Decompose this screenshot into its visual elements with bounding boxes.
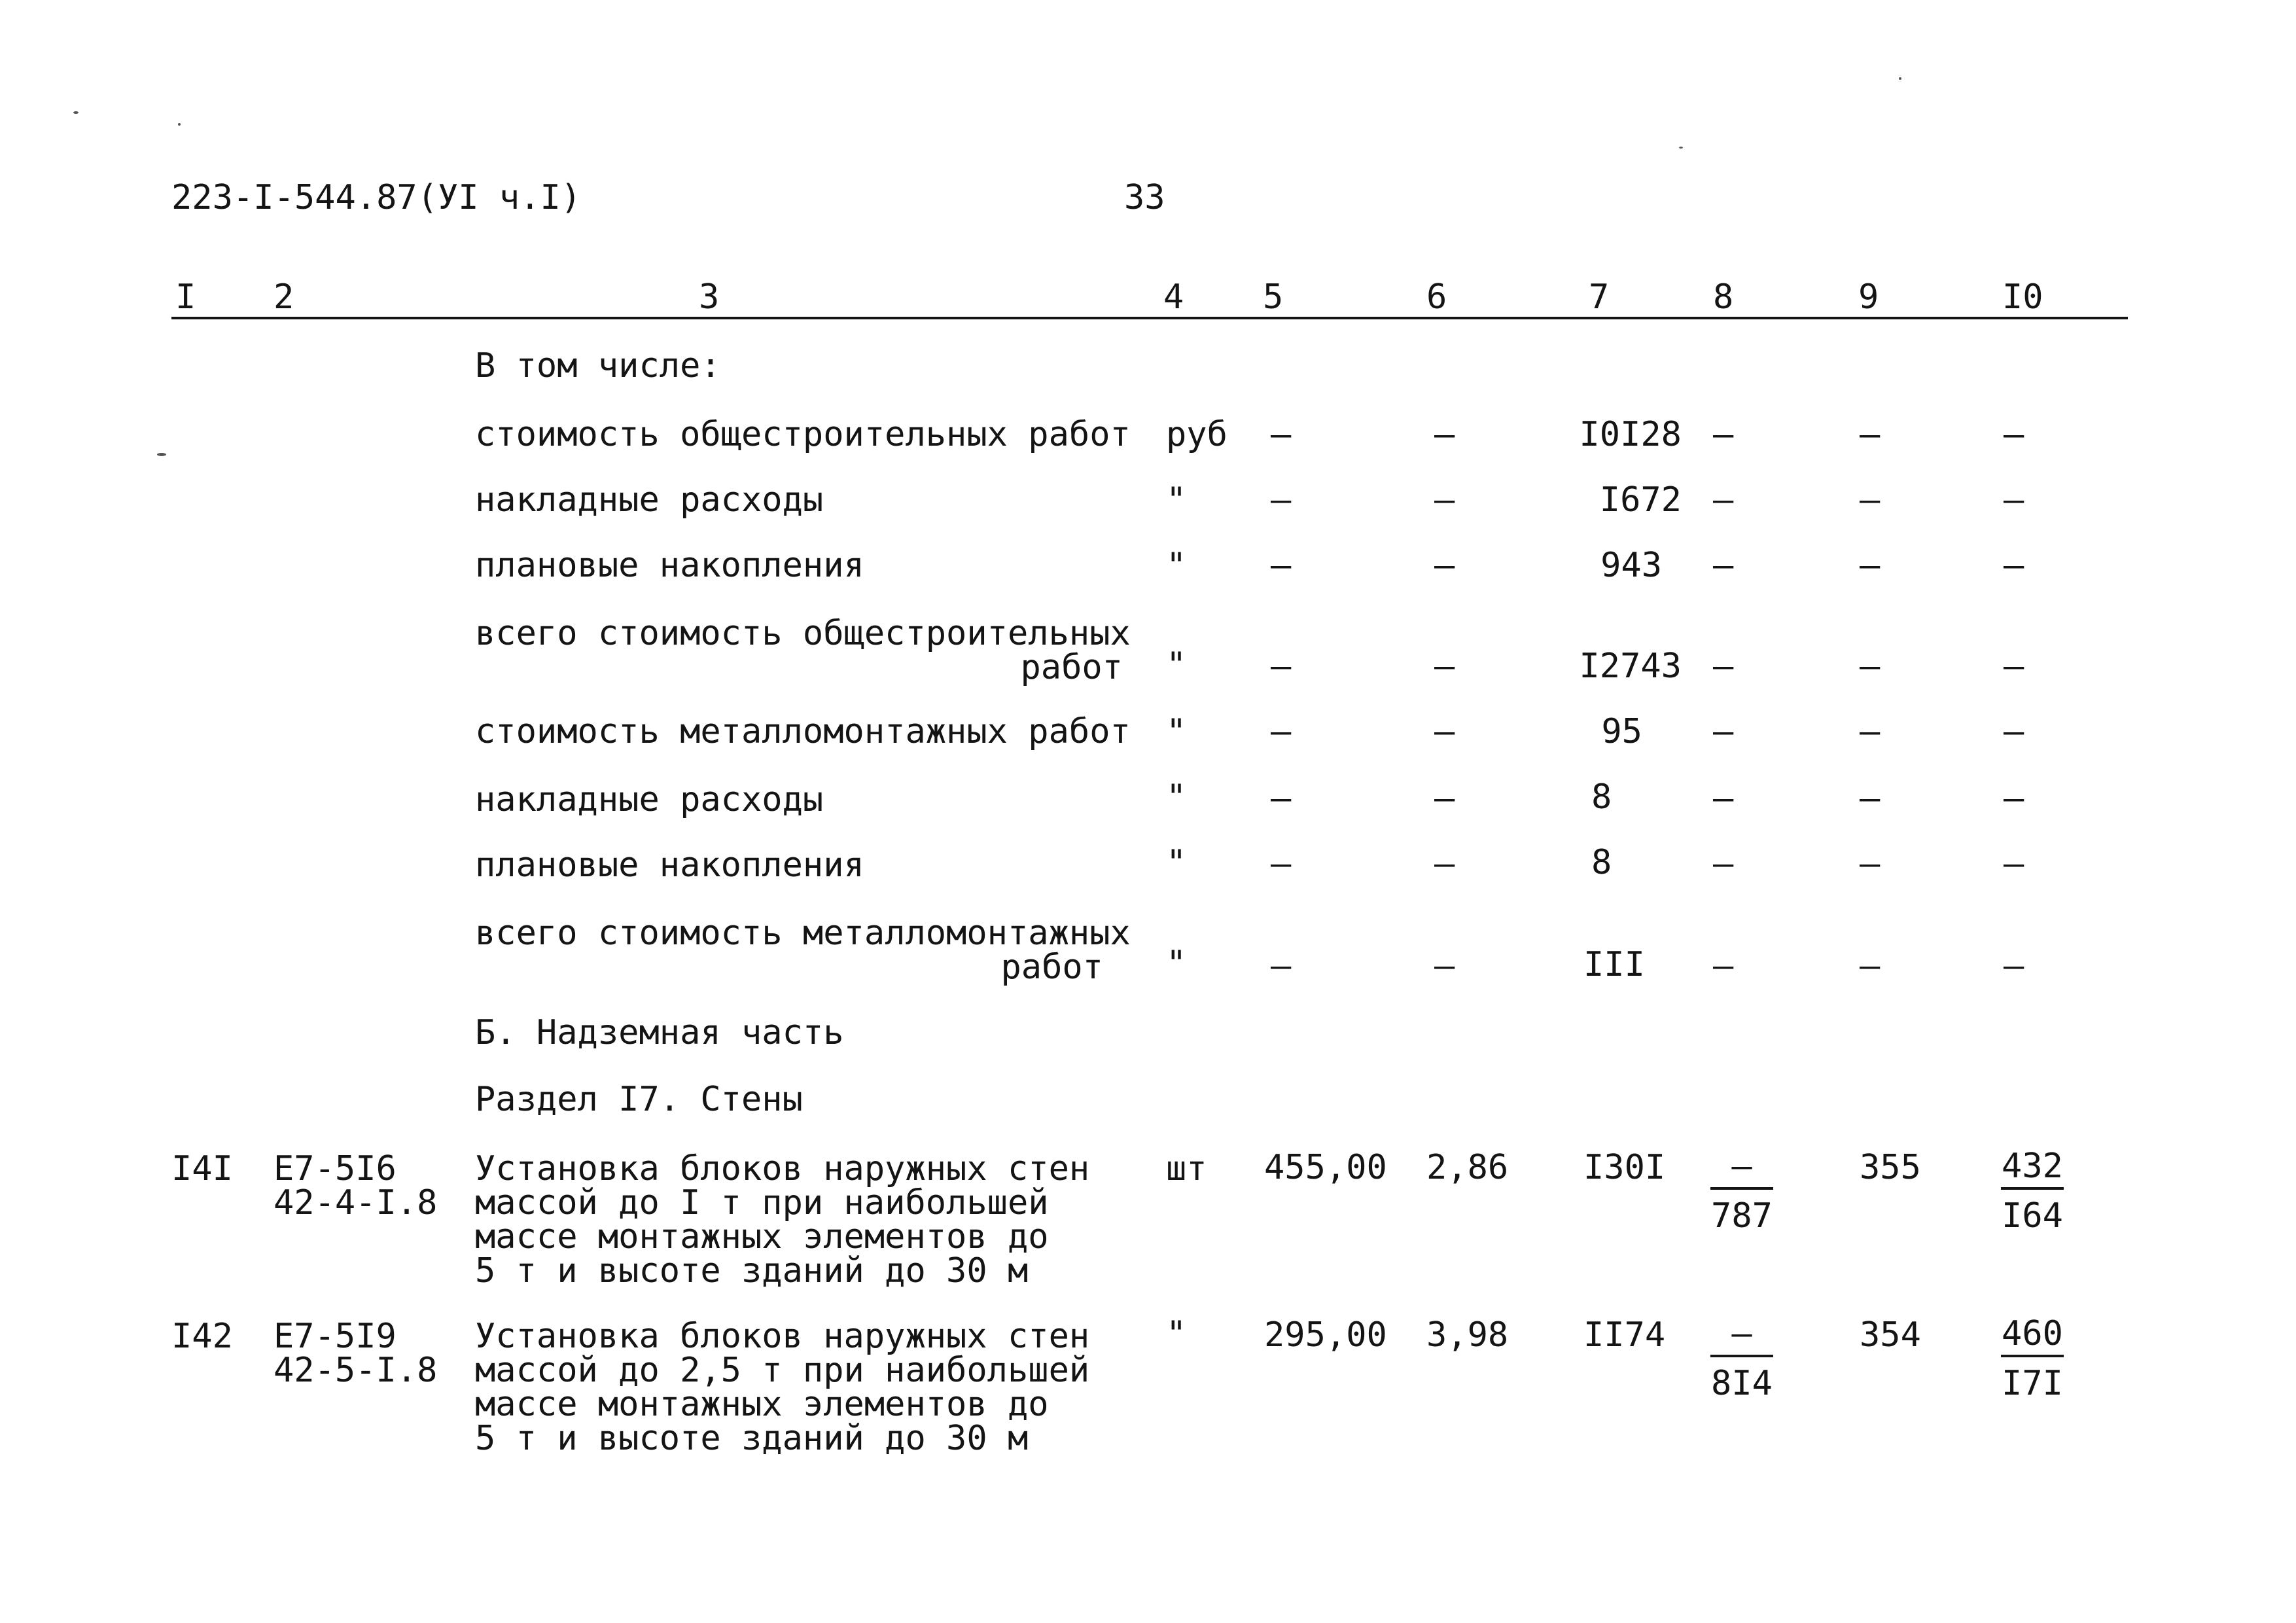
item-col8-fraction xyxy=(1710,1314,1773,1403)
row-col5: – xyxy=(1271,946,1292,986)
row-col8: – xyxy=(1713,779,1734,818)
row-col9: – xyxy=(1860,415,1881,454)
row-col8: – xyxy=(1713,946,1734,986)
column-header-6: 6 xyxy=(1426,277,1447,317)
item-col8-numerator: – xyxy=(1710,1317,1773,1357)
row-col6: – xyxy=(1434,415,1455,454)
row-col10: – xyxy=(2004,647,2024,686)
row-col9: – xyxy=(1860,480,1881,520)
row-col8: – xyxy=(1713,480,1734,520)
item-col8-numerator: – xyxy=(1710,1149,1773,1190)
row-col10: – xyxy=(2004,779,2024,818)
scan-speck xyxy=(157,453,166,456)
row-col8: – xyxy=(1713,712,1734,751)
row-col9: – xyxy=(1860,647,1881,686)
row-col6: – xyxy=(1434,480,1455,520)
item-col10-numerator: 460 xyxy=(2001,1317,2064,1357)
row-unit: " xyxy=(1166,480,1187,520)
row-col8: – xyxy=(1713,647,1734,686)
column-header-10: I0 xyxy=(2002,277,2043,317)
item-number: I4I xyxy=(171,1149,233,1188)
row-col6: – xyxy=(1434,779,1455,818)
section-heading: Раздел I7. Стены xyxy=(475,1080,803,1119)
item-description: Установка блоков наружных стен xyxy=(475,1149,1090,1188)
item-col6: 2,86 xyxy=(1426,1148,1509,1187)
row-col9: – xyxy=(1860,779,1881,818)
row-col7: III xyxy=(1583,945,1645,984)
item-description: массе монтажных элементов до xyxy=(475,1217,1049,1257)
row-col8: – xyxy=(1713,546,1734,585)
row-col6: – xyxy=(1434,647,1455,686)
row-col7: I0I28 xyxy=(1579,415,1682,454)
item-code: Е7-5I9 xyxy=(274,1317,397,1356)
item-description: массе монтажных элементов до xyxy=(475,1385,1049,1424)
item-col10-numerator: 432 xyxy=(2001,1149,2064,1190)
item-number: I42 xyxy=(171,1317,233,1356)
row-col9: – xyxy=(1860,844,1881,883)
document-code: 223-I-544.87(УI ч.I) xyxy=(171,178,582,217)
column-header-2: 2 xyxy=(274,277,294,317)
row-col10: – xyxy=(2004,712,2024,751)
row-name: стоимость общестроительных работ xyxy=(475,415,1131,454)
item-col10-fraction xyxy=(2001,1314,2064,1403)
column-header-5: 5 xyxy=(1263,277,1284,317)
row-unit: руб xyxy=(1166,415,1227,454)
row-col5: – xyxy=(1271,546,1292,585)
column-header-1: I xyxy=(175,277,196,317)
item-col7: II74 xyxy=(1583,1315,1666,1355)
row-col5: – xyxy=(1271,844,1292,883)
column-header-7: 7 xyxy=(1589,277,1610,317)
row-col9: – xyxy=(1860,712,1881,751)
page-number: 33 xyxy=(1124,178,1165,217)
row-col5: – xyxy=(1271,647,1292,686)
row-col6: – xyxy=(1434,546,1455,585)
row-name: накладные расходы xyxy=(475,480,824,520)
row-col8: – xyxy=(1713,844,1734,883)
row-name: всего стоимость металломонтажных xyxy=(475,914,1131,953)
row-name: всего стоимость общестроительных xyxy=(475,614,1131,653)
row-name: плановые накопления xyxy=(475,846,864,885)
row-col10: – xyxy=(2004,480,2024,520)
row-name: стоимость металломонтажных работ xyxy=(475,712,1131,751)
item-code: Е7-5I6 xyxy=(274,1149,397,1188)
row-col10: – xyxy=(2004,546,2024,585)
row-col7: I2743 xyxy=(1579,647,1682,686)
row-col6: – xyxy=(1434,946,1455,986)
item-description: 5 т и высоте зданий до 30 м xyxy=(475,1251,1029,1291)
row-col6: – xyxy=(1434,712,1455,751)
item-col8-fraction xyxy=(1710,1147,1773,1236)
part-heading: Б. Надземная часть xyxy=(475,1013,844,1052)
row-col5: – xyxy=(1271,480,1292,520)
column-header-4: 4 xyxy=(1163,277,1184,317)
row-col5: – xyxy=(1271,415,1292,454)
row-name: накладные расходы xyxy=(475,780,824,819)
row-col5: – xyxy=(1271,712,1292,751)
row-unit: " xyxy=(1166,712,1187,751)
scan-speck xyxy=(1679,147,1683,149)
row-col10: – xyxy=(2004,844,2024,883)
row-col7: 95 xyxy=(1601,712,1642,751)
column-header-9: 9 xyxy=(1858,277,1879,317)
row-col10: – xyxy=(2004,946,2024,986)
row-col9: – xyxy=(1860,946,1881,986)
row-unit: " xyxy=(1166,777,1187,817)
row-name-continuation: работ xyxy=(1000,948,1103,987)
item-col8-denominator: 8I4 xyxy=(1711,1364,1773,1403)
row-unit: " xyxy=(1166,546,1187,585)
row-col9: – xyxy=(1860,546,1881,585)
row-unit: " xyxy=(1166,944,1187,983)
row-col5: – xyxy=(1271,779,1292,818)
row-col8: – xyxy=(1713,415,1734,454)
item-col5: 455,00 xyxy=(1264,1148,1387,1187)
item-description: массой до 2,5 т при наибольшей xyxy=(475,1351,1090,1390)
row-col6: – xyxy=(1434,844,1455,883)
item-unit: " xyxy=(1166,1314,1187,1353)
row-col7: 943 xyxy=(1600,546,1662,585)
scan-speck xyxy=(1899,77,1901,80)
scan-speck xyxy=(178,123,181,126)
row-name: плановые накопления xyxy=(475,546,864,585)
row-unit: " xyxy=(1166,843,1187,882)
item-description: массой до I т при наибольшей xyxy=(475,1183,1049,1222)
item-description: 5 т и высоте зданий до 30 м xyxy=(475,1419,1029,1458)
item-description: Установка блоков наружных стен xyxy=(475,1317,1090,1356)
column-header-8: 8 xyxy=(1713,277,1734,317)
row-col7: 8 xyxy=(1591,777,1612,817)
item-col10-denominator: I64 xyxy=(2002,1196,2063,1236)
header-rule xyxy=(171,317,2128,319)
row-col7: 8 xyxy=(1591,843,1612,882)
item-col7: I30I xyxy=(1583,1148,1666,1187)
subsection-heading: В том числе: xyxy=(475,346,721,385)
scan-speck xyxy=(73,111,79,114)
item-code: 42-5-I.8 xyxy=(274,1351,438,1390)
item-code: 42-4-I.8 xyxy=(274,1183,438,1222)
row-name-continuation: работ xyxy=(1020,648,1123,687)
row-col7: I672 xyxy=(1599,480,1682,520)
row-col10: – xyxy=(2004,415,2024,454)
item-col10-fraction xyxy=(2001,1147,2064,1236)
item-col9: 354 xyxy=(1860,1315,1921,1355)
column-header-3: 3 xyxy=(699,277,720,317)
row-unit: " xyxy=(1166,645,1187,685)
item-col10-denominator: I7I xyxy=(2002,1364,2063,1403)
item-col8-denominator: 787 xyxy=(1711,1196,1773,1236)
item-col6: 3,98 xyxy=(1426,1315,1509,1355)
item-unit: шт xyxy=(1166,1149,1207,1188)
item-col9: 355 xyxy=(1860,1148,1921,1187)
item-col5: 295,00 xyxy=(1264,1315,1387,1355)
